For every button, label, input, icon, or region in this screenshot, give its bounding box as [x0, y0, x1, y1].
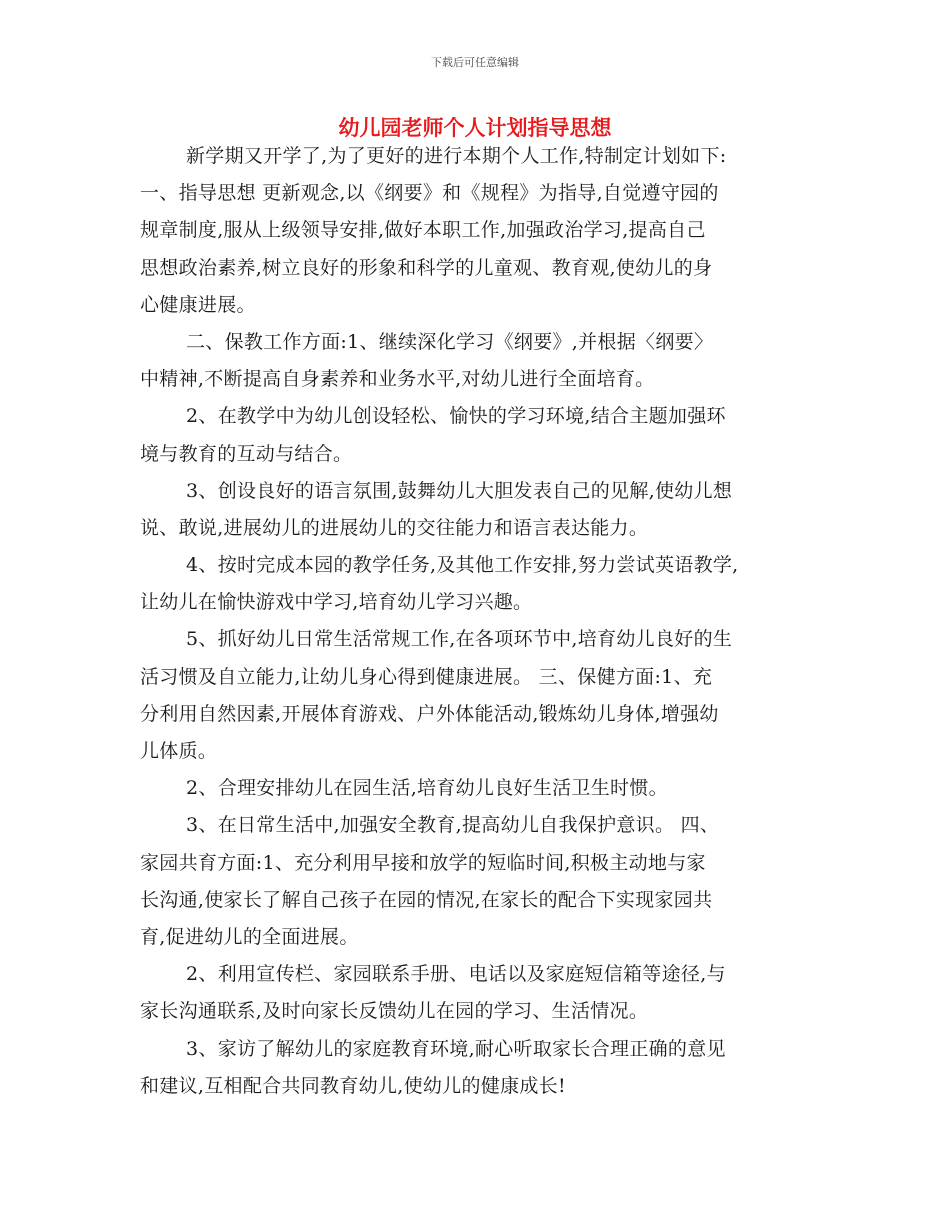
text-line: 思想政治素养,树立良好的形象和科学的儿童观、教育观,使幼儿的身: [140, 256, 713, 279]
text-line: 家园共育方面:1、充分利用早接和放学的短临时间,积极主动地与家: [140, 851, 706, 874]
text-line: 2、利用宣传栏、家园联系手册、电话以及家庭短信箱等途径,与: [186, 963, 726, 986]
text-line: 让幼儿在愉快游戏中学习,培育幼儿学习兴趣。: [140, 591, 533, 614]
text-line: 二、保教工作方面:1、继续深化学习《纲要》,并根据〈纲要〉: [186, 330, 714, 353]
text-line: 2、在教学中为幼儿创设轻松、愉快的学习环境,结合主题加强环: [186, 405, 726, 428]
text-line: 3、创设良好的语言氛围,鼓舞幼儿大胆发表自己的见解,使幼儿想: [186, 479, 733, 502]
text-line: 5、抓好幼儿日常生活常规工作,在各项环节中,培育幼儿良好的生: [186, 628, 733, 651]
text-line: 2、合理安排幼儿在园生活,培育幼儿良好生活卫生时惯。: [186, 777, 668, 800]
document-body: [140, 138, 820, 1105]
text-line: 家长沟通联系,及时向家长反馈幼儿在园的学习、生活情况。: [140, 1000, 649, 1023]
text-line: 育,促进幼儿的全面进展。: [140, 925, 359, 948]
text-line: 一、指导思想 更新观念,以《纲要》和《规程》为指导,自觉遵守园的: [140, 182, 719, 205]
text-line: 中精神,不断提高自身素养和业务水平,对幼儿进行全面培育。: [140, 368, 655, 391]
text-line: 3、在日常生活中,加强安全教育,提高幼儿自我保护意识。 四、: [186, 814, 720, 837]
text-line: 活习惯及自立能力,让幼儿身心得到健康进展。 三、保健方面:1、充: [140, 665, 713, 688]
text-line: 4、按时完成本园的教学任务,及其他工作安排,努力尝试英语教学,: [186, 554, 739, 577]
header-note: 下载后可任意编辑: [431, 56, 519, 69]
text-line: 说、敢说,进展幼儿的进展幼儿的交往能力和语言表达能力。: [140, 516, 649, 539]
text-line: 长沟通,使家长了解自己孩子在园的情况,在家长的配合下实现家园共: [140, 888, 713, 911]
text-line: 境与教育的互动与结合。: [140, 442, 353, 465]
text-line: 3、家访了解幼儿的家庭教育环境,耐心听取家长合理正确的意见: [186, 1037, 726, 1060]
text-line: 分利用自然因素,开展体育游戏、户外体能活动,锻炼幼儿身体,增强幼: [140, 702, 719, 725]
document-title: 幼儿园老师个人计划指导思想: [338, 116, 612, 140]
text-line: 心健康进展。: [140, 293, 256, 316]
text-line: 儿体质。: [140, 740, 218, 762]
text-line: 新学期又开学了,为了更好的进行本期个人工作,特制定计划如下:: [186, 145, 727, 167]
text-line: 规章制度,服从上级领导安排,做好本职工作,加强政治学习,提高自己: [140, 219, 706, 242]
text-line: 和建议,互相配合共同教育幼儿,使幼儿的健康成长!: [140, 1074, 566, 1097]
